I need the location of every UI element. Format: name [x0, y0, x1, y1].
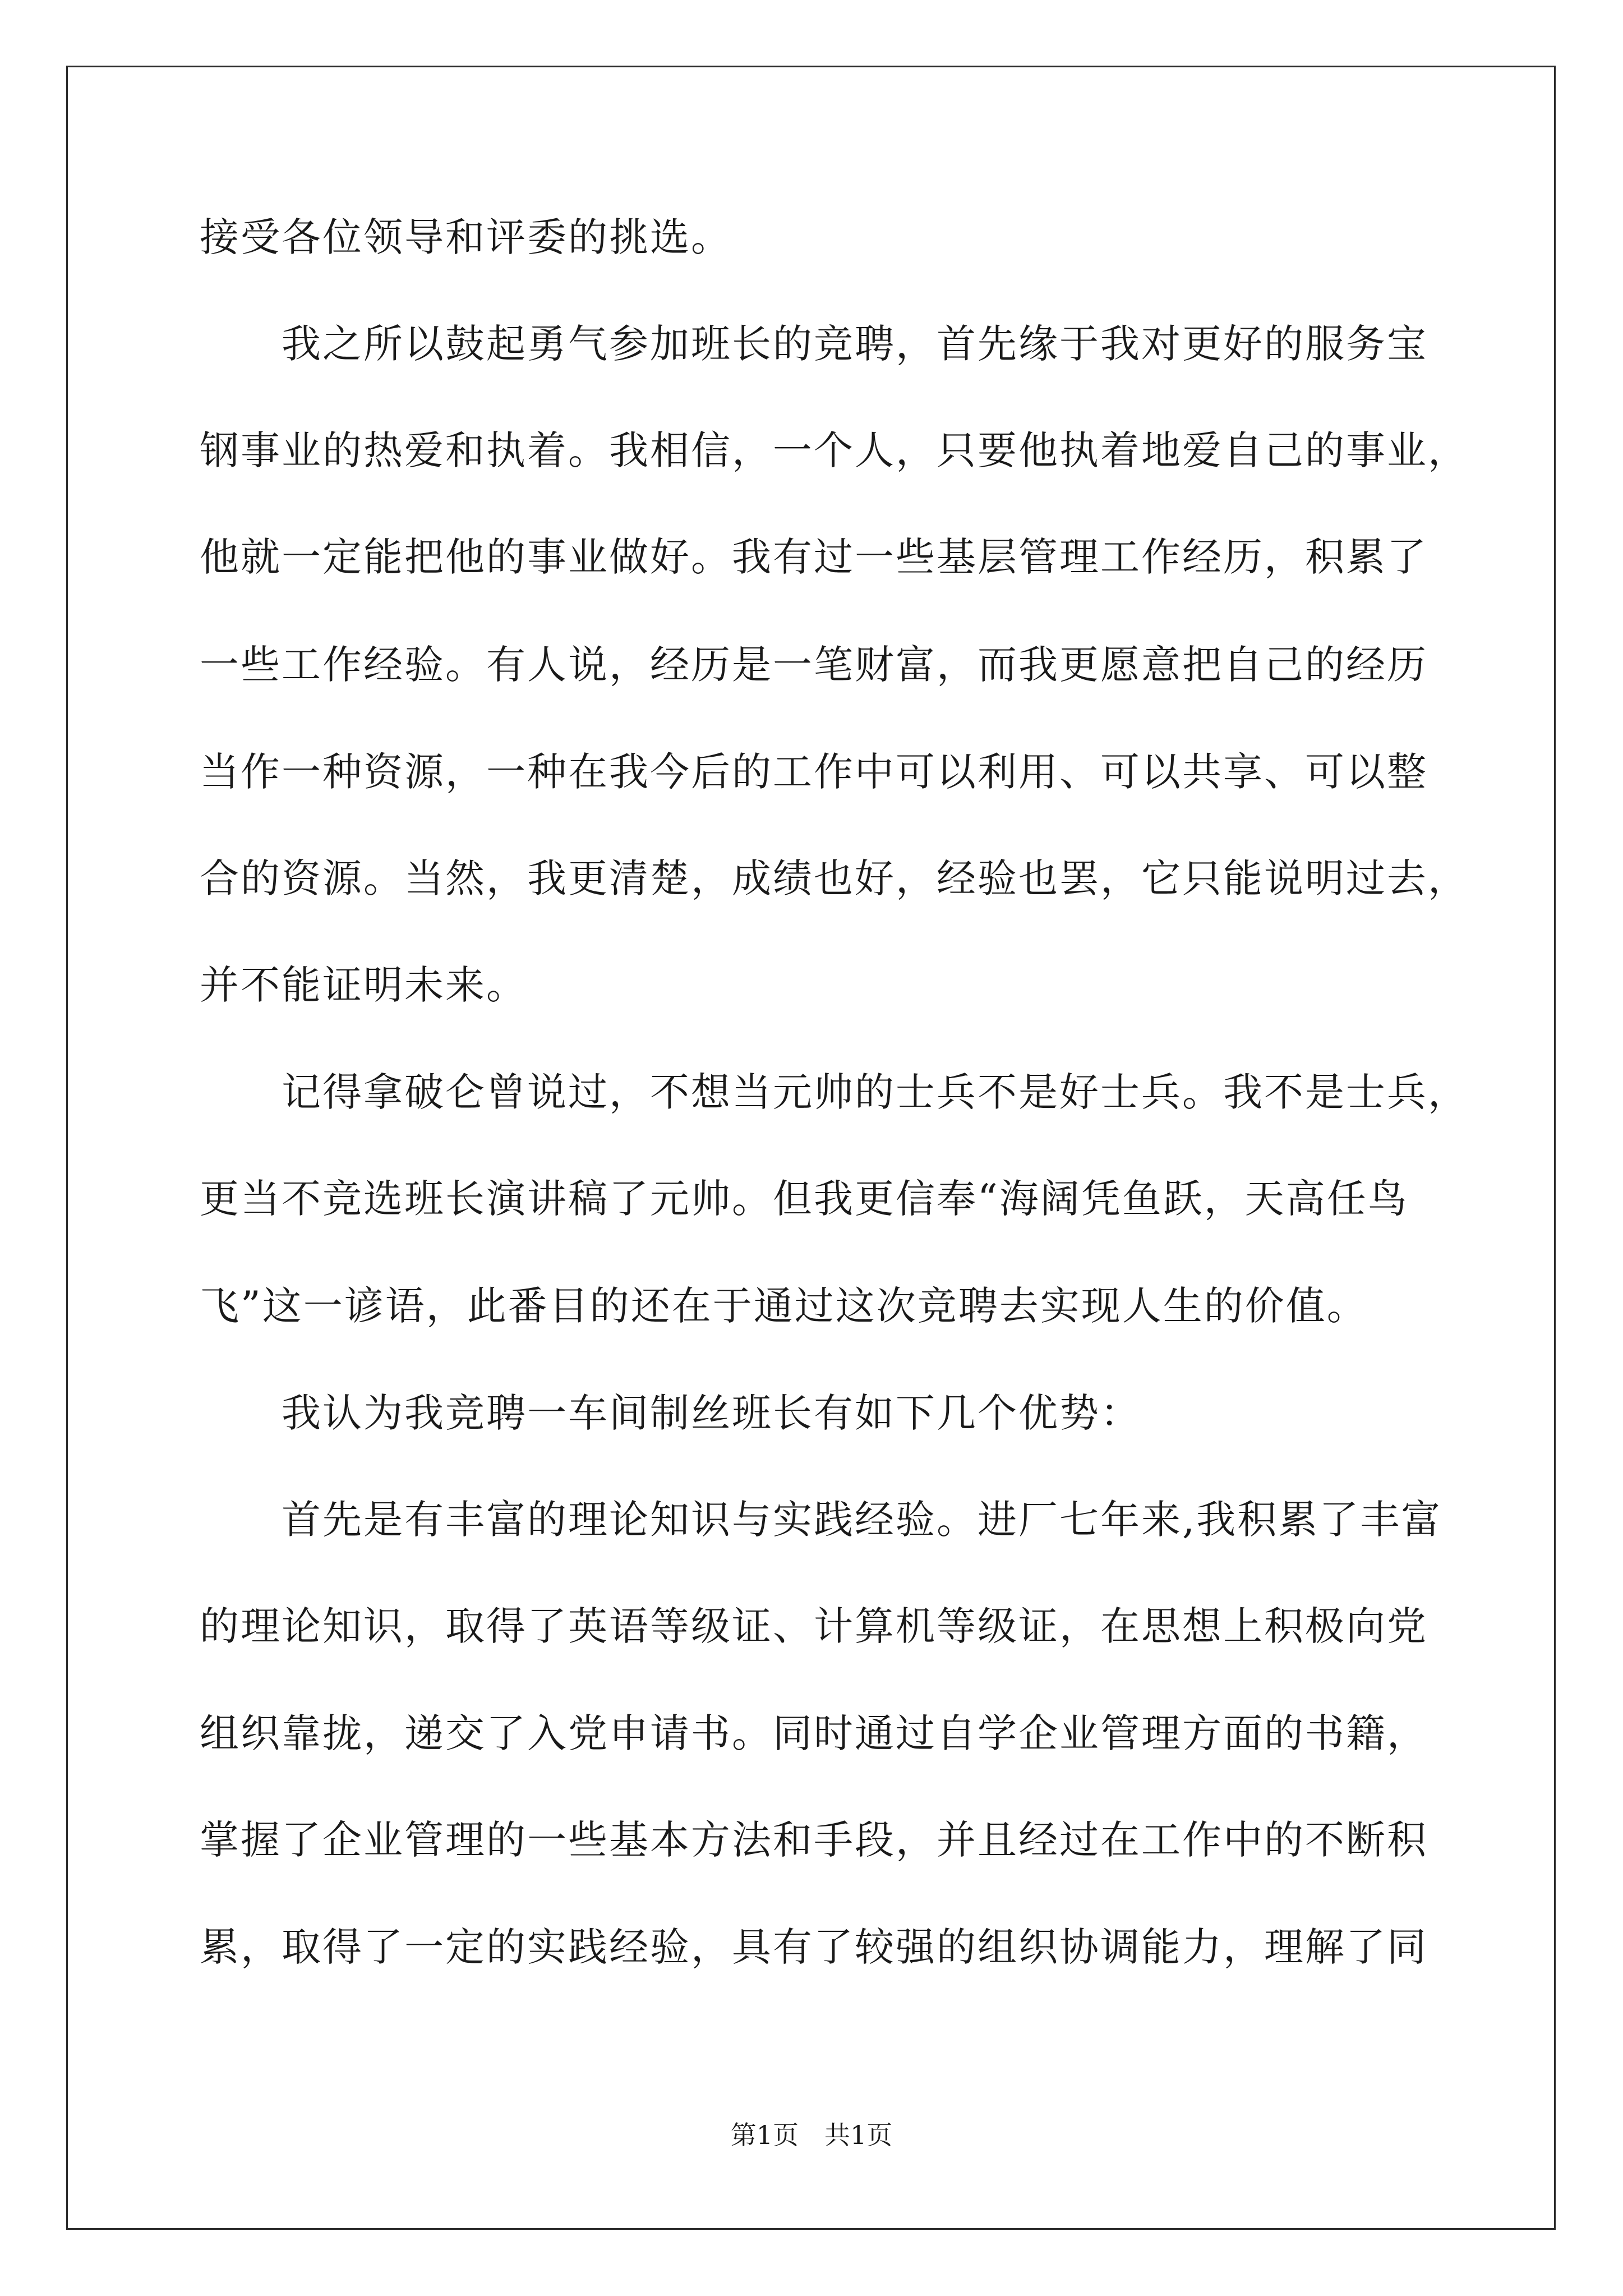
text-line-13: 首先是有丰富的理论知识与实践经验。进厂七年来,我积累了丰富: [282, 1497, 1442, 1543]
text-line-16: 掌握了企业管理的一些基本方法和手段，并且经过在工作中的不断积: [200, 1817, 1428, 1863]
text-line-12: 我认为我竞聘一车间制丝班长有如下几个优势：: [282, 1390, 1141, 1436]
page-border: [66, 66, 1556, 2230]
text-line-15: 组织靠拢，递交了入党申请书。同时通过自学企业管理方面的书籍，: [200, 1710, 1428, 1756]
text-line-2: 我之所以鼓起勇气参加班长的竞聘，首先缘于我对更好的服务宝: [282, 321, 1428, 367]
text-line-8: 并不能证明未来。: [200, 962, 527, 1008]
text-line-5: 一些工作经验。有人说，经历是一笔财富，而我更愿意把自己的经历: [200, 642, 1428, 688]
text-line-9: 记得拿破仑曾说过，不想当元帅的士兵不是好士兵。我不是士兵，: [282, 1069, 1469, 1115]
text-line-1: 接受各位领导和评委的挑选。: [200, 214, 732, 260]
text-line-11: 飞”这一谚语，此番目的还在于通过这次竞聘去实现人生的价值。: [200, 1283, 1368, 1329]
text-line-10: 更当不竞选班长演讲稿了元帅。但我更信奉“海阔凭鱼跃，天高任鸟: [200, 1176, 1409, 1222]
text-line-6: 当作一种资源，一种在我今后的工作中可以利用、可以共享、可以整: [200, 749, 1428, 795]
text-line-4: 他就一定能把他的事业做好。我有过一些基层管理工作经历，积累了: [200, 534, 1428, 580]
text-line-7: 合的资源。当然，我更清楚，成绩也好，经验也罢，它只能说明过去，: [200, 855, 1469, 901]
text-line-3: 钢事业的热爱和执着。我相信，一个人，只要他执着地爱自己的事业，: [200, 427, 1469, 473]
page-number-footer: 第1页 共1页: [730, 2120, 893, 2150]
text-line-14: 的理论知识，取得了英语等级证、计算机等级证，在思想上积极向党: [200, 1603, 1428, 1649]
text-line-17: 累，取得了一定的实践经验，具有了较强的组织协调能力，理解了同: [200, 1924, 1428, 1970]
